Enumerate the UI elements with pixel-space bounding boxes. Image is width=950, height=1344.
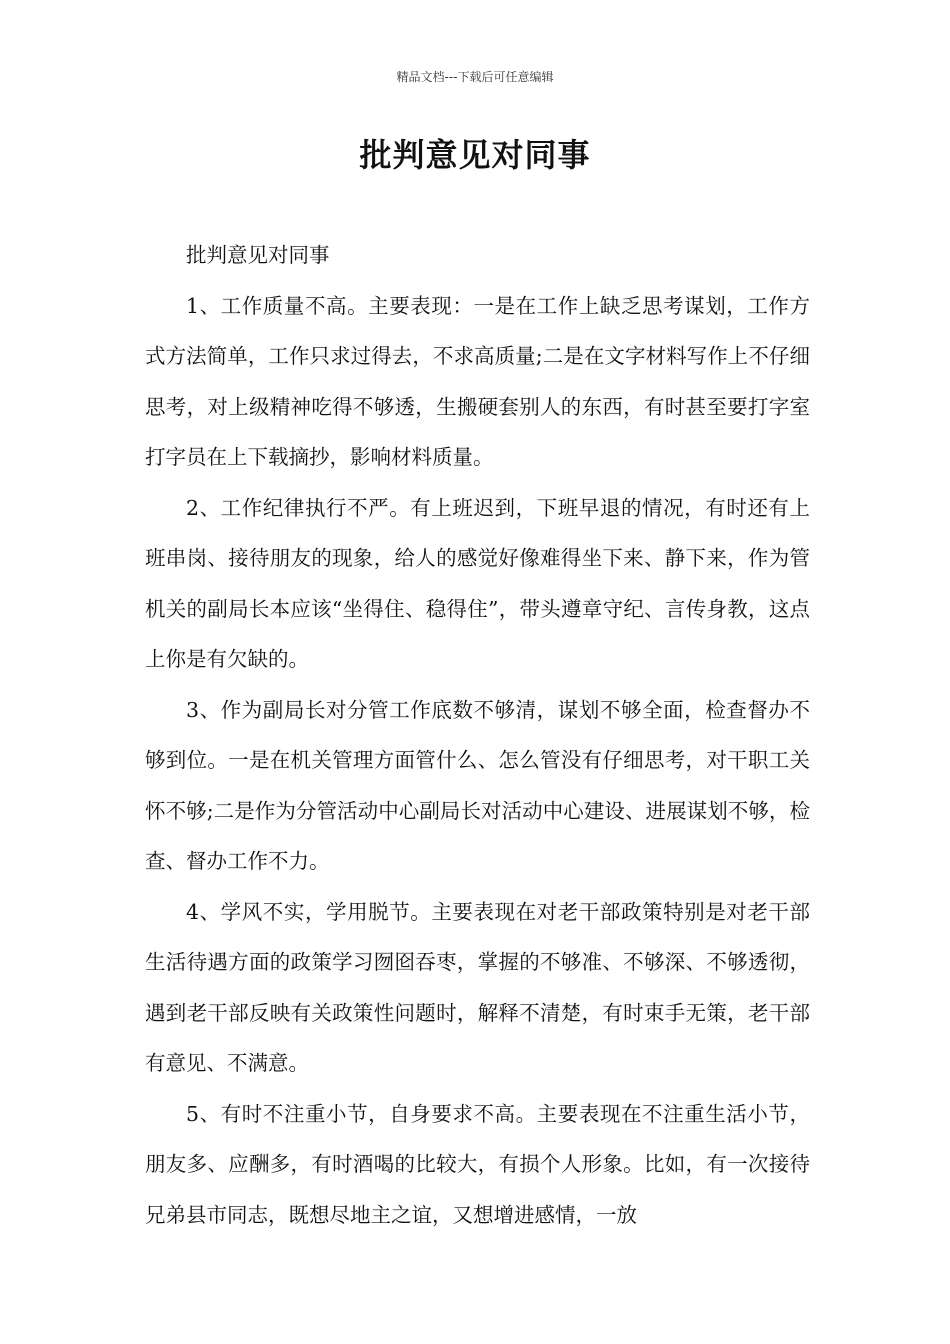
paragraph-item-3: 3、作为副局长对分管工作底数不够清，谋划不够全面，检查督办不够到位。一是在机关管理方面管什么、怎么管没有仔细思考，对干职工关怀不够;二是作为分管活动中心副局长对活动中心建设、进展谋划不够，检查、督办工作不力。 — [145, 697, 810, 873]
paragraph-item-2: 2、工作纪律执行不严。有上班迟到，下班早退的情况，有时还有上班串岗、接待朋友的现象，给人的感觉好像难得坐下来、静下来，作为管机关的副局长本应该“坐得住、稳得住”，带头遵章守纪、言传身教，这点上你是有欠缺的。 — [145, 495, 810, 671]
paragraph-item-4: 4、学风不实，学用脱节。主要表现在对老干部政策特别是对老干部生活待遇方面的政策学习囫囵吞枣，掌握的不够准、不够深、不够透彻，遇到老干部反映有关政策性问题时，解释不清楚，有时束手无策，老干部有意见、不满意。 — [145, 899, 810, 1075]
paragraph-subtitle: 批判意见对同事 — [186, 243, 330, 267]
paragraph-item-5: 5、有时不注重小节，自身要求不高。主要表现在不注重生活小节，朋友多、应酬多，有时酒喝的比较大，有损个人形象。比如，有一次接待兄弟县市同志，既想尽地主之谊，又想增进感情，一放 — [145, 1101, 810, 1227]
header-note: 精品文档---下载后可任意编辑 — [396, 70, 554, 84]
document-title: 批判意见对同事 — [359, 136, 591, 174]
document-body — [145, 230, 810, 1240]
paragraph-item-1: 1、工作质量不高。主要表现：一是在工作上缺乏思考谋划，工作方式方法简单，工作只求过得去，不求高质量;二是在文字材料写作上不仔细思考，对上级精神吃得不够透，生搬硬套别人的东西，有时甚至要打字室打字员在上下载摘抄，影响材料质量。 — [145, 293, 810, 469]
